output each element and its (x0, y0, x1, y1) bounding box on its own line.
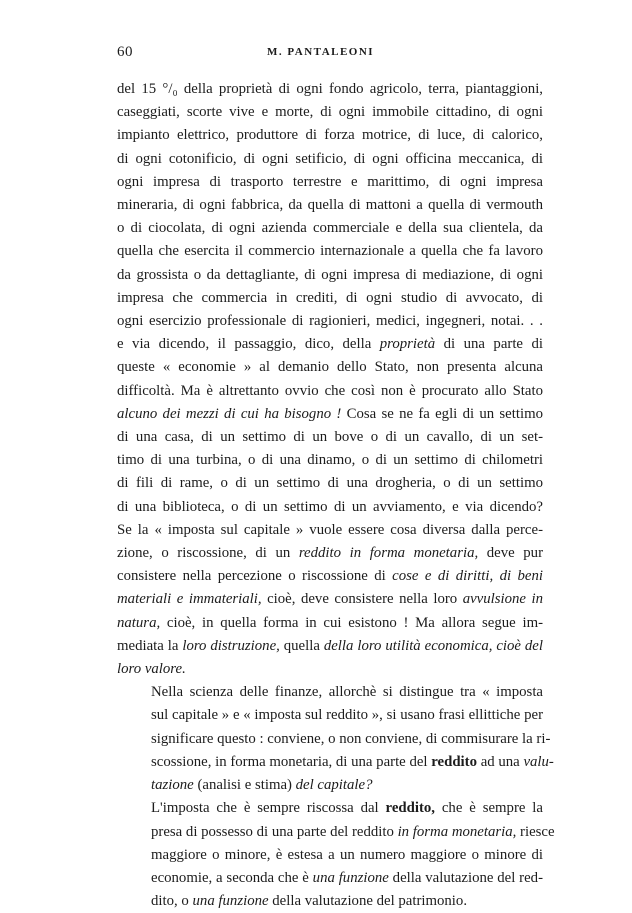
text-line (117, 635, 543, 658)
text-line (117, 890, 543, 913)
text-segment: di ogni cotonificio, di ogni setificio, di ogni officina meccanica, di (117, 150, 543, 167)
text-segment: maggiore o minore, è estesa a un numero maggiore o minore di (151, 846, 543, 863)
text-line (117, 496, 543, 519)
text-line (117, 658, 543, 681)
text-line (117, 287, 543, 310)
paragraph (117, 797, 555, 913)
text-line (117, 101, 543, 124)
text-segment: (analisi e stima) (193, 777, 296, 794)
italic-text: della loro utilità economica, cioè del (323, 637, 543, 654)
text-line (117, 774, 543, 797)
text-line (117, 78, 543, 101)
italic-text: alcuno dei mezzi di cui ha bisogno ! (117, 405, 342, 422)
text-segment: consistere nella percezione o riscossione di (117, 568, 393, 585)
text-line (117, 217, 543, 240)
text-line (117, 588, 543, 611)
bold-text: reddito (431, 753, 477, 770)
text-segment: da grossista o da dettagliante, di ogni impresa di mediazione, di ogni (117, 266, 543, 283)
text-line (117, 565, 543, 588)
text-segment: Se la « imposta sul capitale » vuole essere cosa diversa dalla perce- (117, 521, 543, 538)
text-segment: timo di una turbina, o di una dinamo, o di un settimo di chilometri (117, 452, 543, 469)
italic-text: in forma monetaria, (397, 823, 517, 840)
italic-text: loro distruzione, (182, 637, 280, 654)
italic-text: natura, (117, 614, 161, 631)
text-segment: che è sempre la (435, 800, 543, 817)
text-line (117, 403, 543, 426)
text-segment: L'imposta che è sempre riscossa dal (151, 800, 386, 817)
text-segment: di una casa, di un settimo di un bove o di un cavallo, di un set- (117, 429, 543, 446)
text-line (117, 310, 543, 333)
text-line (117, 356, 543, 379)
text-line (117, 171, 543, 194)
text-line (117, 844, 543, 867)
text-segment: economie, a seconda che è (151, 869, 313, 886)
text-segment: quella che esercita il commercio internazionale a quella che fa lavoro (117, 243, 543, 260)
text-segment: di una biblioteca, o di un settimo di un avviamento, e via dicendo? (117, 498, 543, 515)
italic-text: cose e di diritti, di beni (392, 568, 543, 585)
text-line (117, 426, 543, 449)
text-line (117, 728, 551, 751)
text-segment: cioè, in quella forma in cui esistono ! Ma allora segue im- (160, 614, 543, 631)
bold-text: reddito, (385, 800, 435, 817)
body-text (117, 78, 555, 913)
paragraph (117, 681, 554, 797)
text-line (117, 472, 543, 495)
text-segment: o di ciocolata, di ogni azienda commerciale e della sua clientela, da (117, 220, 543, 237)
italic-text: una funzione (312, 869, 389, 886)
text-line (117, 704, 543, 727)
italic-text: loro valore. (117, 661, 186, 678)
text-segment: ogni impresa di trasporto terrestre e marittimo, di ogni impresa (117, 173, 543, 190)
text-segment: sul capitale » e « imposta sul reddito », si usano frasi ellittiche per (151, 707, 543, 724)
text-segment: mineraria, di ogni fabbrica, da quella di mattoni a quella di vermouth (117, 197, 543, 214)
text-line (117, 821, 555, 844)
page-header (117, 44, 543, 68)
page-number: 60 (117, 44, 133, 60)
text-line (117, 148, 543, 171)
paragraph (117, 78, 543, 681)
text-segment: ad una (477, 753, 524, 770)
text-line (117, 612, 543, 635)
text-segment: impresa che commercia in crediti, di ogni studio di avvocato, di (117, 289, 543, 306)
text-segment: queste « economie » al demanio dello Stato, non presenta alcuna (117, 359, 543, 376)
text-line (117, 542, 543, 565)
text-segment: della valutazione del patrimonio. (268, 893, 468, 910)
text-segment: deve pur (478, 545, 543, 562)
text-line (117, 124, 543, 147)
text-segment: della valutazione del red- (388, 869, 543, 886)
text-segment: Nella scienza delle finanze, allorchè si distingue tra « imposta (151, 684, 543, 701)
text-segment: Cosa se ne fa egli di un settimo (341, 405, 543, 422)
text-segment: mediata la (117, 637, 183, 654)
text-segment: quella (279, 637, 324, 654)
text-line (117, 240, 543, 263)
italic-text: proprietà (379, 336, 436, 353)
italic-text: valu- (523, 753, 554, 770)
text-line (117, 333, 543, 356)
text-segment: del 15 °/₀ della proprietà di ogni fondo agricolo, terra, piantaggioni, (117, 81, 543, 97)
text-segment: caseggiati, scorte vive e morte, di ogni immobile cittadino, di ogni (117, 104, 543, 121)
text-segment: difficoltà. Ma è altrettanto ovvio che così non è procurato allo Stato (117, 382, 543, 399)
text-segment: di una parte di (435, 336, 543, 353)
text-segment: significare questo : conviene, o non conviene, di commisurare la ri- (151, 730, 551, 747)
text-segment: ogni esercizio professionale di ragionieri, medici, ingegneri, notai. . . (117, 313, 543, 330)
text-line (117, 519, 543, 542)
text-line (117, 751, 554, 774)
italic-text: reddito in forma monetaria, (298, 545, 479, 562)
text-line (117, 867, 543, 890)
text-segment: di fili di rame, o di un settimo di una drogheria, o di un settimo (117, 475, 543, 492)
text-line (117, 797, 543, 820)
text-segment: zione, o riscossione, di un (117, 545, 299, 562)
text-line (117, 194, 543, 217)
text-segment: e via dicendo, il passaggio, dico, della (117, 336, 380, 353)
italic-text: avvulsione in (462, 591, 543, 608)
text-segment: presa di possesso di una parte del reddito (151, 823, 398, 840)
running-head: M. PANTALEONI (267, 46, 375, 58)
text-segment: riesce (516, 823, 555, 840)
italic-text: del capitale? (295, 777, 373, 794)
text-line (117, 380, 543, 403)
text-line (117, 449, 543, 472)
italic-text: una funzione (192, 893, 269, 910)
text-line (117, 681, 543, 704)
text-segment: cioè, deve consistere nella loro (261, 591, 463, 608)
italic-text: tazione (151, 777, 194, 794)
text-line (117, 264, 543, 287)
text-segment: scossione, in forma monetaria, di una parte del (151, 753, 432, 770)
text-segment: dito, o (151, 893, 193, 910)
text-segment: impianto elettrico, produttore di forza motrice, di luce, di calorico, (117, 127, 543, 144)
italic-text: materiali e immateriali, (117, 591, 262, 608)
